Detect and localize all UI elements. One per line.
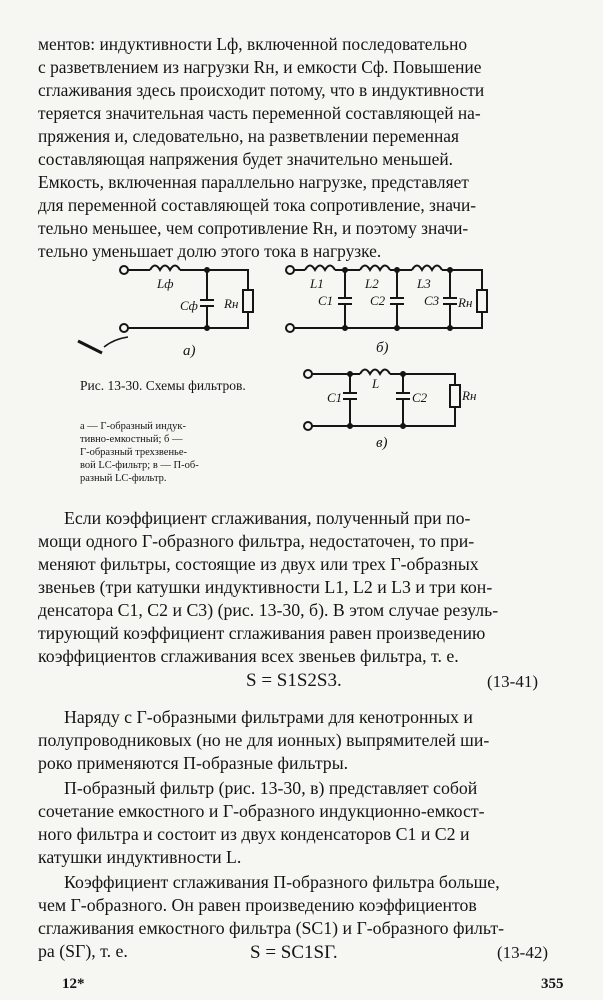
page-number: 355 [541,976,564,992]
text-line: катушки индуктивности L. [38,847,242,867]
label-Cf: Cф [180,298,198,313]
text-line: ного фильтра и состоит из двух конденсаторов C1 и C2 и [38,824,470,844]
label-Rn-c: Rн [462,388,477,403]
text-line: тельно уменьшает долю этого тока в нагрузке. [38,241,382,261]
label-L3: L3 [417,276,431,291]
text-line: Емкость, включенная параллельно нагрузке, представляет [38,172,469,192]
label-c: в) [376,435,388,451]
text-line: для переменной составляющей тока сопротивление, значи- [38,195,477,215]
label-C1-c: C1 [327,390,343,405]
text-line: с разветвлением из нагрузки Rн, и емкости Cф. Повышение [38,57,482,77]
caption-line: а — Г-образный индук- [80,421,186,432]
text-line: сочетание емкостного и Г-образного индукционно-емкост- [38,801,485,821]
equation-number-13-41: (13-41) [487,672,538,691]
label-L1: L1 [310,276,324,291]
signature-mark: 12* [62,976,85,992]
label-Rn-b: Rн [458,295,473,310]
text-line: Коэффициент сглаживания П-образного фильтра больше, [64,872,500,892]
circuit-c [304,370,476,452]
text-line: Наряду с Г-образными фильтрами для кенотронных и [64,707,473,727]
text-line: ментов: индуктивности Lф, включенной последовательно [38,34,468,54]
label-C2-c: C2 [412,390,428,405]
equation-number-13-42: (13-42) [497,943,548,962]
caption-line: разный LC-фильтр. [80,473,167,484]
equation-13-42: S = SC1SГ. [250,942,338,963]
text-line: теряется значительная часть переменной составляющей на- [38,103,481,123]
label-L: L [372,376,380,391]
text-line: мощи одного Г-образного фильтра, недостаточен, то при- [38,531,475,551]
equation-13-41: S = S1S2S3. [246,670,342,691]
label-C1-b: C1 [318,293,334,308]
text-line: полупроводниковых (но не для ионных) выпрямителей ши- [38,730,490,750]
caption-line: Г-образный трехзвенье- [80,447,188,458]
circuit-b [286,266,487,357]
text-line: сглаживания емкостного фильтра (SC1) и Г-образного фильт- [38,918,505,938]
label-C2-b: C2 [370,293,386,308]
label-Lf: Lф [157,276,174,291]
label-a: а) [183,343,196,359]
text-line: сглаживания здесь происходит потому, что в индуктивности [38,80,485,100]
label-C3: C3 [424,293,440,308]
text-line: Если коэффициент сглаживания, полученный при по- [64,508,471,528]
text-line: пряжения и, следовательно, на разветвлении переменная [38,126,460,146]
text-line: денсатора C1, C2 и C3) (рис. 13-30, б). В этом случае резуль- [38,600,499,620]
text-line: ра (SГ), т. е. [38,941,128,961]
text-line: чем Г-образного. Он равен произведению коэффициентов [38,895,477,915]
text-line: коэффициентов сглаживания всех звеньев фильтра, т. е. [38,646,459,666]
text-line: роко применяются П-образные фильтры. [38,753,349,773]
text-line: меняют фильтры, состоящие из двух или трех Г-образных [38,554,479,574]
circuit-a [78,266,253,360]
text-line: тирующий коэффициент сглаживания равен произведению [38,623,486,643]
figure-caption-title: Рис. 13-30. Схемы фильтров. [80,378,246,393]
label-b: б) [376,340,389,356]
text-line: составляющая напряжения будет значительно меньшей. [38,149,454,169]
label-L2: L2 [365,276,379,291]
text-line: П-образный фильтр (рис. 13-30, в) представляет собой [64,778,478,798]
text-line: звеньев (три катушки индуктивности L1, L2 и L3 и три кон- [38,577,493,597]
text-line: тельно меньшее, чем сопротивление Rн, и поэтому значи- [38,218,469,238]
caption-line: вой LC-фильтр; в — П-об- [80,460,199,471]
label-Rn-a: Rн [224,296,239,311]
caption-line: тивно-емкостный; б — [80,434,183,445]
